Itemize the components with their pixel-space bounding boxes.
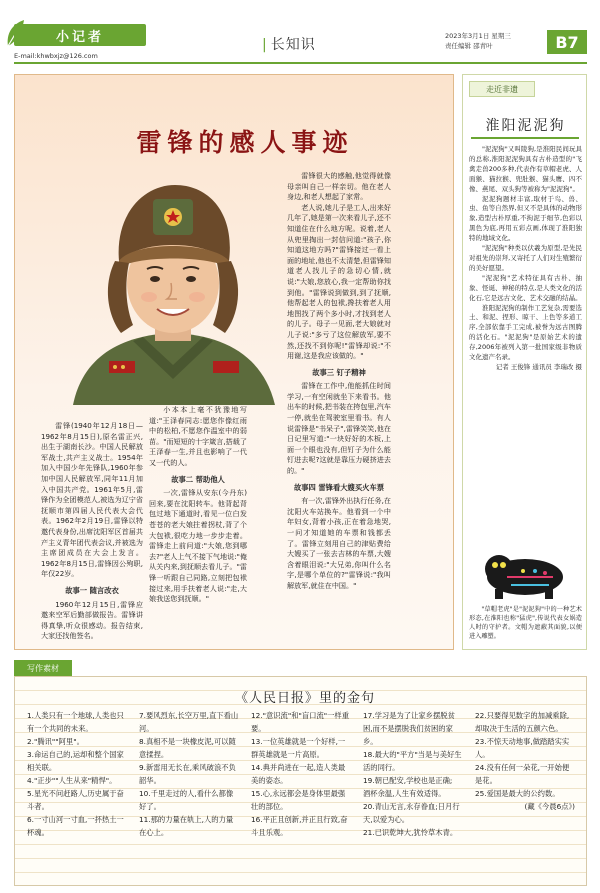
- sidebar-paragraph: "泥泥狗"又叫陵狗,是淮阳民间玩具的总称,淮阳泥泥狗具有古朴造型的"飞禽走兽200多种,代表作有草帽老虎、人面猴、猫拉猴、兜肚猴、猫头鹰、四不像、燕尾、双头狗等被称为"泥泥狗"。: [469, 145, 582, 193]
- column-name-text: 长知识: [270, 37, 316, 53]
- quote-item: 19.朝已配安,学校也是正确;: [363, 776, 453, 785]
- quote-item: 酒杯余温,人生有效适得。: [363, 789, 446, 798]
- article-title: 雷锋的感人事迹: [136, 128, 354, 157]
- quote-item: 2."腾讯""阿里"。: [27, 737, 84, 746]
- quote-item: 18.最大的"平方"当是与美好生活的同行。: [363, 750, 462, 772]
- column-a: [41, 421, 143, 647]
- quotes-list: [27, 709, 575, 879]
- figurine-caption: "草帽老虎"是"泥泥狗"中的一种艺术形态,在淮阳也称"猛虎",传说代表女娲造人时的守护者。文帽为遮蔽其面貌,以便进入雕塑。: [469, 606, 582, 640]
- quote-item: 5.星光不问赶路人,历史属于奋斗者。: [27, 789, 124, 811]
- story2-continued-1: 雷锋很大的感触,他觉得就像母亲叫自己一样亲切。他在老人身边,和老人想起了家常。: [287, 171, 391, 202]
- story4-heading: 故事四 雷锋看大嫂买火车票: [293, 482, 385, 492]
- writing-material-tag: 写作素材: [14, 660, 72, 676]
- story3-heading: 故事三 钉子精神: [312, 367, 366, 377]
- heritage-sidebar: [462, 74, 587, 650]
- quote-item: 23.不惊天动地事,做踏踏实实人。: [475, 737, 570, 759]
- sidebar-body: [469, 145, 582, 373]
- sidebar-paragraph: 泥泥狗题材丰富,取材于鸟、兽、虫、鱼等自然界,但又不是具体的动物形象,造型古朴厚重,不拘泥于细节,色彩以黑色为底,再用五彩点画,体现了淮阳独特的地域文化。: [469, 194, 582, 243]
- header-rule: [14, 62, 587, 64]
- sidebar-paragraph: "泥泥狗"种类以伏羲为原型,是先民对祖先的崇拜,又寄托了人们对生殖繁衍的美好愿望。: [469, 244, 582, 272]
- sidebar-paragraph: "泥泥狗"艺术特征具有古朴、抽象、怪诞、神秘的特点,是人类文化的活化石,它是远古文化、艺术交融的结晶。: [469, 273, 582, 302]
- story2-continued-2: 老人说,她儿子是工人,出来好几年了,她是第一次来看儿子,还不知道住在什么地方呢。说着,老人从兜里掏出一封信问道:"孩子,你知道这地方吗?"雷锋接过一看上面的地址,他也不太清楚,但雷锋知道老人找儿子的急切心情,就说:"大娘,您放心,我一定帮助你找到他。"雷锋说到做到,到了抚顺,他帮起老人的包袱,搀扶着老人用地图找了两个多小时,才找到老人的儿子。母子一见面,老大娘就对儿子说:"多亏了这位解放军,要不然,还找不到你呢!"雷锋却说:"不用谢,这是我应该做的。": [287, 202, 391, 361]
- story1-continued: 小本本上毫不犹豫地写道:"王泽春同志:愿您作像红雨中的松柏,不愿您作温室中的弱苗。"而短短的十字箴言,搭载了王泽春一生,并且也影响了一代又一代的人。: [149, 405, 247, 467]
- brand-badge: 小记者: [14, 24, 146, 46]
- sidebar-title-rule: [471, 137, 579, 139]
- sidebar-paragraph: 淮阳泥泥狗的制作工艺复杂,需要选土、和泥、捏形、晾干、上色等多道工序,全部依靠手工完成,被誉为远古图腾的活化石。"泥泥狗"是原始艺术的遗存,2006年被列入第一批国家级非物质文化遗产名录。: [469, 303, 582, 362]
- quote-item: 1.人类只有一个地球,人类也只有一个共同的未来。: [27, 711, 124, 733]
- column-name: | 长知识: [262, 37, 316, 53]
- clay-dog-figurine-image: [473, 547, 577, 601]
- story1-heading: 故事一 随言改衣: [65, 585, 119, 595]
- lei-feng-portrait-image: [63, 165, 283, 405]
- issue-info: [445, 31, 511, 51]
- issue-date: 2023年3月1日 星期三: [445, 32, 511, 40]
- quotes-source: (藏《今晨6点》): [524, 802, 575, 811]
- page-number: B7: [547, 30, 587, 54]
- quote-item: 15.心,永远都会是身体里最强壮的部位。: [251, 789, 346, 811]
- story2-heading: 故事二 帮助他人: [171, 474, 225, 484]
- quote-item: 14.典并尚进在一起,造人类最美的姿态。: [251, 763, 346, 785]
- quote-item: 8.真相不是一块橡皮泥,可以随意揉捏。: [139, 737, 236, 759]
- bio-paragraph: 雷锋(1940年12月18日—1962年8月15日),原名雷正兴,出生于湖南长沙。中国人民解放军战士,共产主义战士。1954年加入中国少年先锋队,1960年参加中国人民解放军,同年11月加入中国共产党。1961年5月,雷锋作为全团模范人,被选为辽宁省抚顺市第四届人民代表大会代表。1962年2月19日,雷锋以特邀代表身份,出席沈阳军区首届共产主义青年团代表会议,并被选为主席团成员在大会上发言。1962年8月15日,雷锋因公殉职,年仅22岁。: [41, 421, 143, 579]
- quotes-title: 《人民日报》里的金句: [234, 691, 375, 706]
- main-article: [14, 74, 454, 650]
- story4-paragraph: 有一次,雷锋外出执行任务,在沈阳火车站换车。他看到一个中年妇女,背着小孩,正在着急地哭,一问才知道她的车票和钱都丢了。雷锋立刻用自己的津贴费给大嫂买了一张去吉林的车票,大嫂含着眼泪说:"大兄弟,你叫什么名字,是哪个单位的?"雷锋说:"我叫解放军,就住在中国。": [287, 496, 391, 590]
- quote-item: 6.一寸山河一寸血,一抔热土一杯魂。: [27, 815, 124, 837]
- column-b: [149, 405, 247, 647]
- issue-editor: 责任编辑 邵青叶: [445, 42, 493, 50]
- sidebar-title: 淮阳泥泥狗: [485, 118, 566, 134]
- quote-item: 9.新雷用无长在,乘风破浪不负韶华。: [139, 763, 236, 785]
- quote-item: 13.一位英雄就是一个好样,一群英雄就是一片高原。: [251, 737, 346, 759]
- quote-item: 20.青山无言,永存眷血;日月行天,以爱为心。: [363, 802, 460, 824]
- quote-item: 12."意识流"和"盲口流"一样重要。: [251, 711, 349, 733]
- quote-item: 3.命运自己的,运却和整个国家相关联。: [27, 750, 124, 772]
- sidebar-tag: 走近非遗: [469, 81, 535, 97]
- quote-item: 17.学习是为了让家乡摆脱贫困,而不是摆脱我们贫困的家乡。: [363, 711, 455, 746]
- story1-paragraph: 1960年12月15日,雷锋应邀来空军后勤部做报告。雷锋讲得真挚,听众很感动。报告结束,大家还找他签名。: [41, 599, 143, 641]
- column-c: [287, 171, 391, 647]
- quote-item: 21.已识乾坤大,犹怜草木青。: [363, 828, 458, 837]
- story3-paragraph: 雷锋在工作中,他能抓住时间学习,一有空闲就坐下来看书。他出车的时候,把书装在挎包里,汽车一停,就坐在驾驶室里看书。有人说雷锋是"书呆子",雷锋笑笑,他在日记里写道:"一块好好的木板,上面一个眼也没有,但钉子为什么能钉进去呢?这就是靠压力硬挤进去的。": [287, 381, 391, 476]
- story2-paragraph: 一次,雷锋从安东(今丹东)回来,要在沈阳转车。他背起背包过地下通道时,看见一位白发苍苍的老大娘拄着拐杖,背了个大包袱,很吃力地一步步走着。雷锋走上前问道:"大娘,您到哪去?"老人上气不接下气地说:"俺从关内来,到抚顺去看儿子。"雷锋一听跟自己同路,立刻把包袱接过来,用手扶着老人说:"走,大娘我送您到抚顺。": [149, 488, 247, 604]
- quote-item: 4."正步""人生从来"精悍"。: [27, 776, 117, 785]
- quotes-box: [14, 676, 587, 886]
- sidebar-credit: 记者 王俊锋 通讯员 李瑞改 摄: [495, 362, 582, 371]
- quote-item: 11.那的力量在轨上,人的力量在心上。: [139, 815, 234, 837]
- quote-item: 25.爱国是最大的公约数。: [475, 789, 560, 798]
- quote-item: 10.千里走过的人,看什么都像好了。: [139, 789, 234, 811]
- quote-item: 16.平正且创新,并正且行致,奋斗且乐观。: [251, 815, 348, 837]
- quote-item: 24.没有任何一朵花,一开始便是花。: [475, 763, 570, 785]
- header-email: E-mail:khwbxjz@126.com: [14, 52, 98, 60]
- quote-item: 7.要风烈东,长空万里,直下看山河。: [139, 711, 239, 733]
- quote-item: 22.只要得见数字的加减乘除,却取决于生活的五颜六色。: [475, 711, 570, 733]
